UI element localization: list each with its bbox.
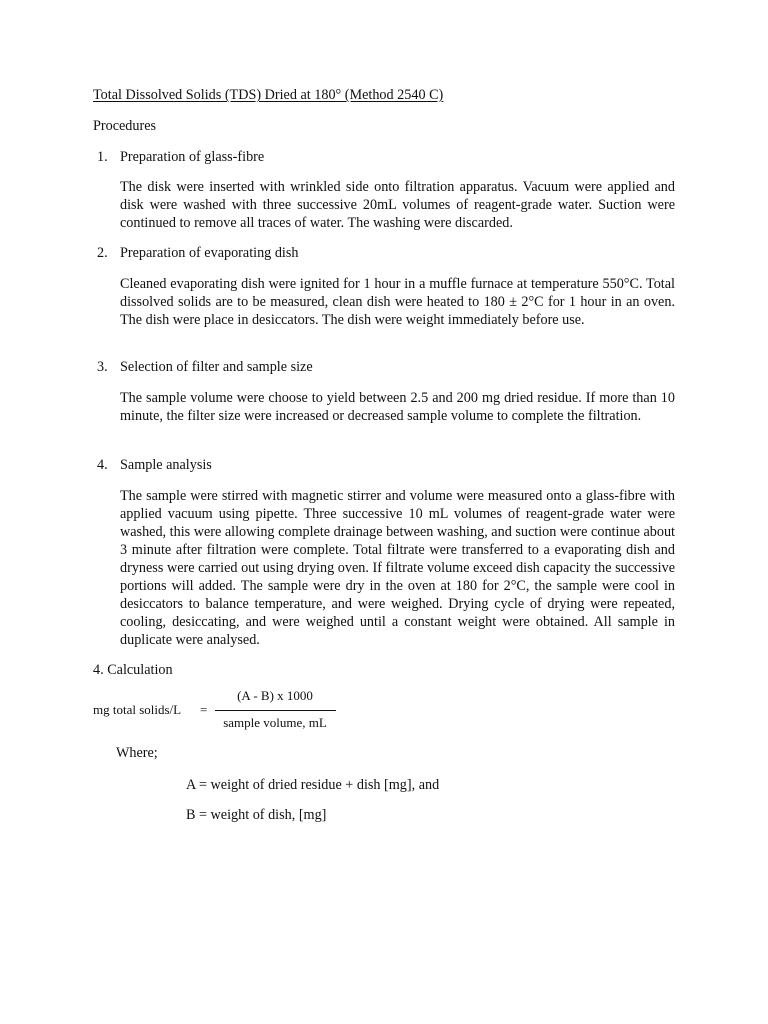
- step-3-number: 3.: [97, 359, 108, 375]
- step-1-heading: Preparation of glass-fibre: [120, 149, 265, 165]
- step-3-body: The sample volume were choose to yield between 2.5 and 200 mg dried residue. If more than 10 minute, the filter size were increased or decreased sample volume to complete the filtration.: [120, 390, 675, 424]
- formula-numerator: (A - B) x 1000: [237, 688, 313, 703]
- step-4-heading: Sample analysis: [120, 457, 212, 473]
- formula-denominator: sample volume, mL: [223, 715, 327, 730]
- step-4-body: The sample were stirred with magnetic stirrer and volume were measured onto a glass-fibre with applied vacuum using pipette. Three successive 10 mL volumes of reagent-grade water were washed, this were allowing complete drainage between washing, and suction were continue about 3 minute after filtration were complete. Total filtrate were transferred to a evaporating dish and dryness were carried out using drying oven. If filtrate volume exceed dish capacity the successive portions will added. The sample were dry in the oven at 180 for 2°C, the sample were cool in desiccators to balance temperature, and were weighed. Drying cycle of drying were repeated, cooling, desiccating, and were weighed until a constant weight were obtained. All sample in duplicate were analysed.: [120, 488, 675, 648]
- step-4-number: 4.: [97, 457, 108, 473]
- document-title: Total Dissolved Solids (TDS) Dried at 180° (Method 2540 C): [93, 87, 444, 103]
- where-label: Where;: [116, 745, 158, 761]
- fraction-bar: [215, 710, 336, 711]
- step-2-heading: Preparation of evaporating dish: [120, 245, 299, 261]
- step-2-body: Cleaned evaporating dish were ignited for 1 hour in a muffle furnace at temperature 550°C. Total dissolved solids are to be measured, clean dish were heated to 180 ± 2°C for 1 hour in an oven. The dish were place in desiccators. The dish were weight immediately before use.: [120, 276, 675, 328]
- step-1-number: 1.: [97, 149, 108, 165]
- step-1-body: The disk were inserted with wrinkled side onto filtration apparatus. Vacuum were applied and disk were washed with three successive 20mL volumes of reagent-grade water. Suction were continued to remove all traces of water. The washing were discarded.: [120, 179, 675, 231]
- definition-b: B = weight of dish, [mg]: [186, 807, 327, 823]
- calculation-heading: 4. Calculation: [93, 662, 173, 678]
- definition-a: A = weight of dried residue + dish [mg], and: [186, 777, 440, 793]
- formula-equals: =: [200, 702, 208, 717]
- formula-lhs: mg total solids/L: [93, 702, 182, 717]
- tds-formula: [93, 688, 393, 736]
- step-2-number: 2.: [97, 245, 108, 261]
- procedures-label: Procedures: [93, 118, 157, 134]
- step-3-heading: Selection of filter and sample size: [120, 359, 313, 375]
